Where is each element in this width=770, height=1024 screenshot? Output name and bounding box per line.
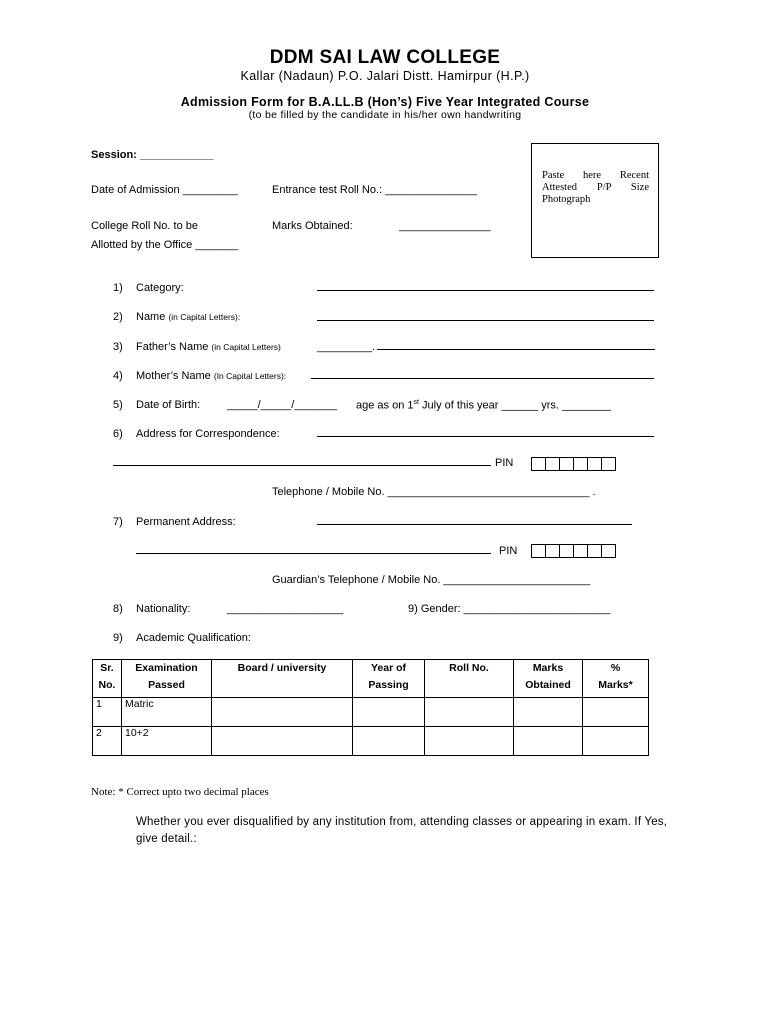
academic-qualification-label: Academic Qualification: bbox=[136, 632, 251, 644]
qualification-table bbox=[92, 659, 649, 756]
college-address: Kallar (Nadaun) P.O. Jalari Distt. Hamirpur (H.P.) bbox=[240, 69, 530, 83]
nationality-label: Nationality: bbox=[136, 603, 191, 615]
table-cell[interactable] bbox=[425, 727, 514, 756]
age-label-start: age as on 1 bbox=[356, 399, 414, 412]
table-header-row bbox=[93, 660, 649, 698]
father-name-label bbox=[136, 341, 281, 354]
item-number: 8) bbox=[113, 603, 123, 615]
age-superscript: st bbox=[413, 399, 419, 406]
table-cell: 10+2 bbox=[122, 727, 212, 756]
header-year: Year of Passing bbox=[353, 660, 425, 698]
mother-name-label bbox=[136, 370, 286, 383]
note-text: Note: * Correct upto two decimal places bbox=[91, 786, 269, 798]
header-percent: % Marks* bbox=[583, 660, 649, 698]
photograph-box[interactable]: Paste here Recent Attested P/P Size Photograph bbox=[531, 143, 659, 258]
college-name: DDM SAI LAW COLLEGE bbox=[269, 47, 501, 68]
permanent-address-label: Permanent Address: bbox=[136, 516, 236, 528]
marks-obtained-label: Marks Obtained: bbox=[272, 220, 353, 232]
form-title: Admission Form for B.A.LL.B (Hon’s) Five Year Integrated Course bbox=[180, 95, 590, 109]
name-label-text: Name bbox=[136, 311, 166, 323]
permanent-address-blank[interactable] bbox=[317, 524, 632, 525]
pin-input-boxes[interactable] bbox=[531, 544, 615, 558]
mother-name-label-text: Mother’s Name bbox=[136, 370, 211, 382]
table-cell[interactable] bbox=[212, 727, 353, 756]
father-name-hint: (in Capital Letters) bbox=[211, 342, 281, 352]
father-name-label-text: Father’s Name bbox=[136, 341, 209, 353]
category-blank[interactable] bbox=[317, 290, 654, 291]
header-roll-no: Roll No. bbox=[425, 660, 514, 698]
table-row bbox=[93, 698, 649, 727]
item-number: 5) bbox=[113, 399, 123, 411]
item-number: 1) bbox=[113, 282, 123, 294]
table-cell: 2 bbox=[93, 727, 122, 756]
dob-blank[interactable]: _____/_____/_______ bbox=[227, 399, 338, 411]
item-number: 3) bbox=[113, 341, 123, 353]
table-cell: 1 bbox=[93, 698, 122, 727]
header-sr-no: Sr. No. bbox=[93, 660, 122, 698]
age-label-end: July of this year ______ yrs. ________ bbox=[418, 399, 611, 412]
pin-label: PIN bbox=[495, 457, 514, 469]
item-number: 6) bbox=[113, 428, 123, 440]
table-cell[interactable] bbox=[212, 698, 353, 727]
correspondence-address-blank[interactable] bbox=[317, 436, 654, 437]
table-cell[interactable] bbox=[583, 727, 649, 756]
guardian-telephone-field[interactable]: Guardian’s Telephone / Mobile No. ________________________ bbox=[272, 574, 591, 586]
correspondence-address-line2[interactable] bbox=[113, 465, 491, 466]
table-row bbox=[93, 727, 649, 756]
correspondence-address-label: Address for Correspondence: bbox=[136, 428, 280, 440]
table-cell: Matric bbox=[122, 698, 212, 727]
permanent-address-line2[interactable] bbox=[136, 553, 491, 554]
category-label: Category: bbox=[136, 282, 184, 294]
nationality-blank[interactable]: ___________________ bbox=[227, 603, 344, 615]
pin-input-boxes[interactable] bbox=[531, 457, 615, 471]
form-subtitle: (to be filled by the candidate in his/her own handwriting bbox=[248, 109, 522, 121]
pin-label: PIN bbox=[499, 545, 518, 557]
table-cell[interactable] bbox=[353, 727, 425, 756]
gender-field[interactable]: 9) Gender: ________________________ bbox=[408, 603, 611, 615]
college-roll-label: College Roll No. to be bbox=[91, 220, 199, 232]
name-label bbox=[136, 311, 240, 324]
dob-label: Date of Birth: bbox=[136, 399, 201, 411]
table-cell[interactable] bbox=[425, 698, 514, 727]
mother-name-hint: (In Capital Letters): bbox=[213, 371, 287, 381]
entrance-roll-field[interactable]: Entrance test Roll No.: _______________ bbox=[272, 184, 477, 196]
father-name-blank-start[interactable]: _________. bbox=[317, 341, 376, 353]
table-cell[interactable] bbox=[583, 698, 649, 727]
table-cell[interactable] bbox=[514, 698, 583, 727]
disqualification-question: Whether you ever disqualified by any institution from, attending classes or appearing in exam. If Yes, give detail.: bbox=[136, 816, 668, 845]
item-number: 4) bbox=[113, 370, 123, 382]
header-examination: Examination Passed bbox=[122, 660, 212, 698]
mother-name-blank[interactable] bbox=[311, 378, 654, 379]
session-field[interactable]: Session: ____________ bbox=[91, 149, 214, 161]
header-board: Board / university bbox=[212, 660, 353, 698]
name-blank[interactable] bbox=[317, 320, 654, 321]
item-number: 2) bbox=[113, 311, 123, 323]
marks-obtained-blank[interactable]: _______________ bbox=[399, 220, 491, 232]
date-of-admission-field[interactable]: Date of Admission _________ bbox=[91, 184, 238, 196]
age-field[interactable] bbox=[356, 399, 611, 413]
header-marks: Marks Obtained bbox=[514, 660, 583, 698]
telephone-field[interactable]: Telephone / Mobile No. _________________________________ . bbox=[272, 486, 596, 498]
item-number: 9) bbox=[113, 632, 123, 644]
name-hint: (in Capital Letters): bbox=[168, 312, 241, 322]
table-cell[interactable] bbox=[514, 727, 583, 756]
college-roll-allotted-field[interactable]: Allotted by the Office _______ bbox=[91, 239, 239, 251]
item-number: 7) bbox=[113, 516, 123, 528]
father-name-blank[interactable] bbox=[377, 349, 655, 350]
table-cell[interactable] bbox=[353, 698, 425, 727]
